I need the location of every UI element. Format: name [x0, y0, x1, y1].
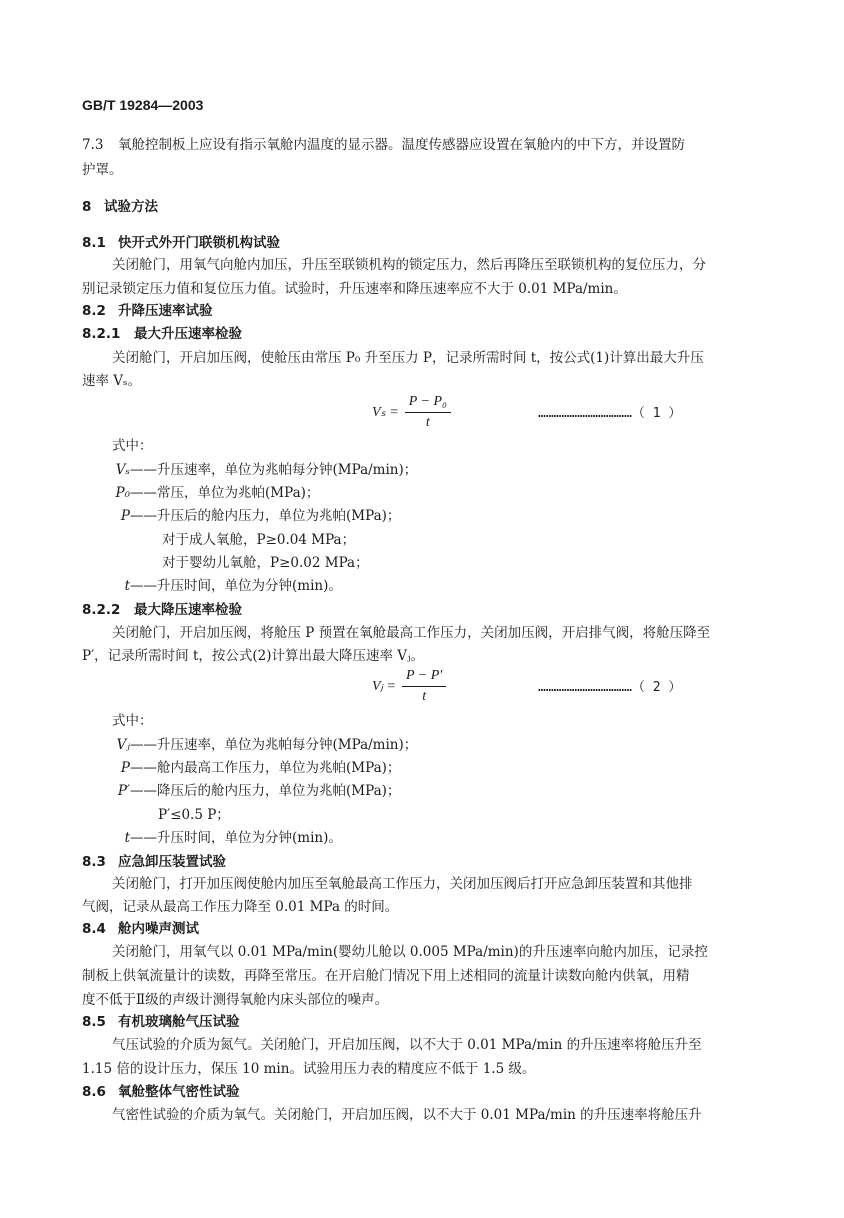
- clause-8-2-2-heading: [82, 601, 772, 619]
- clause-number: 8.5: [82, 1014, 106, 1030]
- definition-symbol: P: [120, 508, 130, 524]
- clause-7-3-line-1: [82, 136, 772, 154]
- formula-denominator: t: [422, 689, 427, 704]
- clause-8-4-line-1: 关闭舱门，用氧气以 0.01 MPa/min(婴幼儿舱以 0.005 MPa/min)的升压速率向舱内加压，记录控: [112, 944, 708, 960]
- clause-title: 最大升压速率检验: [134, 326, 242, 342]
- clause-8-2-1-heading: [82, 325, 772, 343]
- clause-title: 最大降压速率检验: [134, 602, 242, 618]
- definition-subitem: P′≤0.5 P；: [158, 807, 230, 823]
- definition-row: [108, 507, 798, 525]
- formula-numerator: P − P′: [402, 668, 446, 687]
- clause-8-5-line-2: 1.15 倍的设计压力，保压 10 min。试验用压力表的精度应不低于 1.5 级。: [82, 1061, 536, 1077]
- clause-8-5-line-1: 气压试验的介质为氮气。关闭舱门，开启加压阀，以不大于 0.01 MPa/min 的升压速率将舱压升至: [112, 1037, 702, 1053]
- formula-fraction: [405, 394, 451, 431]
- clause-8-4-line-2: 制板上供氧流量计的读数，再降至常压。在开启舱门情况下用上述相同的流量计读数向舱内供氧，用精: [82, 968, 690, 984]
- clause-number: 8.6: [82, 1084, 106, 1100]
- clause-8-2-heading: [82, 302, 772, 320]
- clause-8-3-line-2: 气阀，记录从最高工作压力降至 0.01 MPa 的时间。: [82, 899, 399, 915]
- definition-row: [108, 782, 798, 800]
- where-label: 式中：: [112, 438, 153, 454]
- equation-number-1: ………………………………（ 1 ）: [538, 406, 682, 421]
- clause-title: 舱内噪声测试: [118, 921, 199, 937]
- definition-row: [108, 736, 798, 754]
- clause-8-4-heading: [82, 920, 772, 938]
- definition-text: ——升压速率，单位为兆帕每分钟(MPa/min)；: [130, 462, 418, 478]
- formula-lhs: Vₛ =: [372, 405, 399, 420]
- definition-text: ——舱内最高工作压力，单位为兆帕(MPa)；: [130, 760, 401, 776]
- clause-title: 应急卸压装置试验: [118, 854, 226, 870]
- definition-symbol: t: [124, 578, 130, 594]
- definition-text: ——升压速率，单位为兆帕每分钟(MPa/min)；: [130, 737, 418, 753]
- formula-fraction: [402, 668, 446, 705]
- clause-number: 8.2: [82, 303, 106, 319]
- definition-text: ——升压时间，单位为分钟(min)。: [130, 578, 342, 594]
- clause-title: 有机玻璃舱气压试验: [118, 1014, 240, 1030]
- clause-8-2-1-line-1: 关闭舱门，开启加压阀，使舱压由常压 P₀ 升至压力 P，记录所需时间 t，按公式(1)计算出最大升压: [112, 350, 704, 366]
- definition-text: ——升压时间，单位为分钟(min)。: [130, 830, 342, 846]
- clause-8-1-line-1: 关闭舱门，用氧气向舱内加压，升压至联锁机构的锁定压力，然后再降压至联锁机构的复位压力，分: [112, 257, 706, 273]
- definition-symbol: P′: [117, 783, 130, 799]
- clause-8-6-heading: [82, 1083, 772, 1101]
- clause-8-2-2-line-1: 关闭舱门，开启加压阀，将舱压 P 预置在氧舱最高工作压力，关闭加压阀，开启排气阀，将舱压降至: [112, 625, 711, 641]
- definition-subitem: 对于成人氧舱，P≥0.04 MPa；: [162, 532, 356, 548]
- formula-lhs: Vⱼ =: [372, 679, 396, 694]
- clause-text: 氧舱控制板上应设有指示氧舱内温度的显示器。温度传感器应设置在氧舱内的中下方，并设置防: [118, 137, 685, 153]
- definition-symbol: Vⱼ: [116, 737, 130, 753]
- definition-subitem: 对于婴幼儿氧舱，P≥0.02 MPa；: [162, 555, 369, 571]
- definition-row: [108, 461, 798, 479]
- section-number: 8: [82, 199, 92, 215]
- clause-8-2-2-line-2: P′，记录所需时间 t，按公式(2)计算出最大降压速率 Vⱼ。: [82, 648, 425, 664]
- clause-7-3-line-2: 护罩。: [82, 162, 123, 178]
- definition-symbol: P₀: [115, 485, 130, 501]
- formula-1: [372, 394, 451, 431]
- clause-title: 快开式外开门联锁机构试验: [118, 235, 280, 251]
- clause-number: 8.2.2: [82, 602, 121, 618]
- formula-numerator: P − P₀: [405, 394, 451, 413]
- document-id: GB/T 19284—2003: [82, 97, 204, 113]
- clause-8-3-line-1: 关闭舱门，打开加压阀使舱内加压至氧舱最高工作压力，关闭加压阀后打开应急卸压装置和其他排: [112, 876, 693, 892]
- definition-row: [108, 829, 798, 847]
- clause-8-4-line-3: 度不低于Ⅱ级的声级计测得氧舱内床头部位的噪声。: [82, 992, 389, 1008]
- definition-row: [108, 484, 798, 502]
- formula-denominator: t: [425, 415, 430, 430]
- definition-row: [108, 577, 798, 595]
- clause-8-5-heading: [82, 1013, 772, 1031]
- formula-2: [372, 668, 446, 705]
- definition-symbol: t: [124, 830, 130, 846]
- clause-title: 氧舱整体气密性试验: [118, 1084, 240, 1100]
- definition-text: ——降压后的舱内压力，单位为兆帕(MPa)；: [130, 783, 401, 799]
- definition-text: ——常压，单位为兆帕(MPa)；: [130, 485, 320, 501]
- definition-row: [108, 759, 798, 777]
- section-title: 试验方法: [104, 199, 158, 215]
- clause-8-2-1-line-2: 速率 Vₛ。: [82, 373, 142, 389]
- definition-symbol: P: [120, 760, 130, 776]
- clause-number: 8.3: [82, 854, 106, 870]
- clause-8-1-line-2: 别记录锁定压力值和复位压力值。试验时，升压速率和降压速率应不大于 0.01 MPa/min。: [82, 281, 627, 297]
- clause-number: 8.4: [82, 921, 106, 937]
- clause-8-6-line-1: 气密性试验的介质为氧气。关闭舱门，开启加压阀，以不大于 0.01 MPa/min 的升压速率将舱压升: [112, 1107, 702, 1123]
- clause-number: 7.3: [82, 137, 104, 153]
- definition-symbol: Vₛ: [115, 462, 130, 478]
- clause-title: 升降压速率试验: [118, 303, 213, 319]
- definition-text: ——升压后的舱内压力，单位为兆帕(MPa)；: [130, 508, 401, 524]
- clause-number: 8.2.1: [82, 326, 121, 342]
- where-label: 式中：: [112, 713, 153, 729]
- equation-number-2: ………………………………（ 2 ）: [538, 680, 682, 695]
- clause-8-3-heading: [82, 853, 772, 871]
- clause-8-1-heading: [82, 234, 772, 252]
- clause-number: 8.1: [82, 235, 106, 251]
- section-8-heading: [82, 198, 772, 216]
